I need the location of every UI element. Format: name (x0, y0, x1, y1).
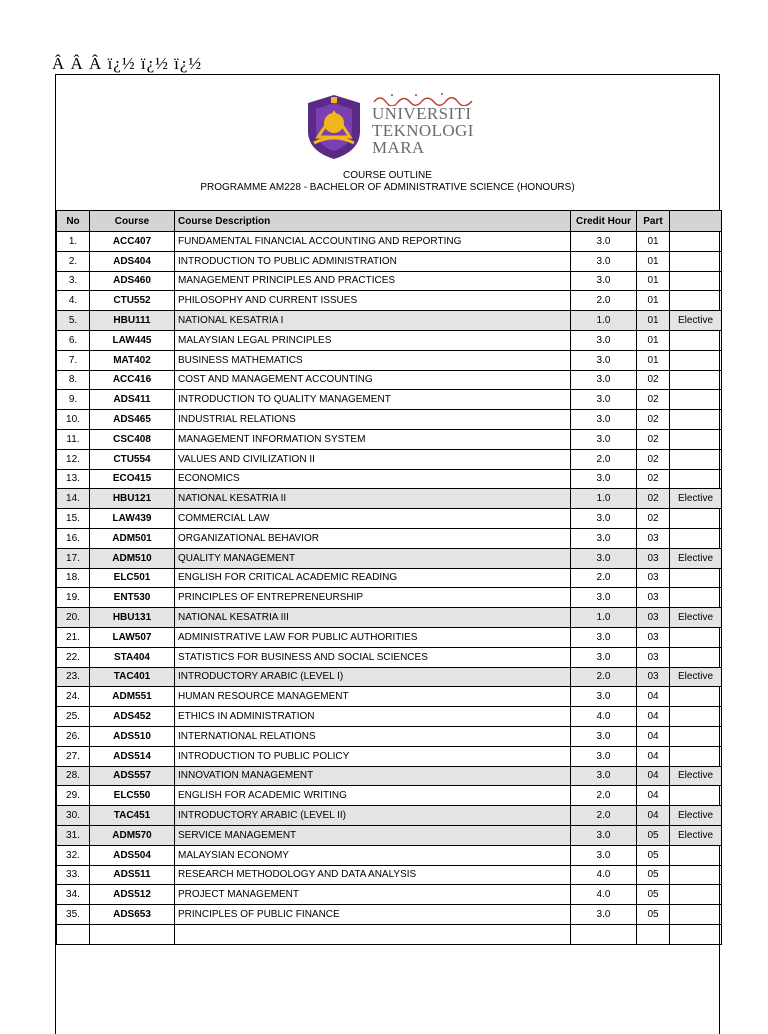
logo-line-3: MARA (372, 138, 425, 157)
credit-hour (571, 924, 637, 944)
credit-hour: 1.0 (571, 489, 637, 509)
course-description: PHILOSOPHY AND CURRENT ISSUES (175, 291, 571, 311)
course-code: ADS557 (90, 766, 175, 786)
course-description: MANAGEMENT INFORMATION SYSTEM (175, 429, 571, 449)
course-description: NATIONAL KESATRIA II (175, 489, 571, 509)
table-row (57, 786, 722, 806)
part: 01 (637, 271, 670, 291)
elective-note (670, 390, 722, 410)
page-title: COURSE OUTLINE (343, 170, 432, 181)
table-row (57, 667, 722, 687)
row-number: 7. (57, 350, 90, 370)
course-description: VALUES AND CIVILIZATION II (175, 449, 571, 469)
part: 04 (637, 786, 670, 806)
row-number: 23. (57, 667, 90, 687)
row-number: 33. (57, 865, 90, 885)
course-description: NATIONAL KESATRIA III (175, 608, 571, 628)
course-description: ORGANIZATIONAL BEHAVIOR (175, 528, 571, 548)
course-description: INDUSTRIAL RELATIONS (175, 410, 571, 430)
course-code: ELC550 (90, 786, 175, 806)
part: 01 (637, 350, 670, 370)
course-code: HBU111 (90, 311, 175, 331)
course-description (175, 924, 571, 944)
course-code: ACC416 (90, 370, 175, 390)
part: 04 (637, 766, 670, 786)
elective-note: Elective (670, 489, 722, 509)
course-description: ETHICS IN ADMINISTRATION (175, 707, 571, 727)
part: 02 (637, 489, 670, 509)
row-number: 25. (57, 707, 90, 727)
elective-note (670, 885, 722, 905)
part: 02 (637, 410, 670, 430)
part: 03 (637, 588, 670, 608)
part: 01 (637, 330, 670, 350)
table-row (57, 825, 722, 845)
course-description: PROJECT MANAGEMENT (175, 885, 571, 905)
table-row (57, 410, 722, 430)
part: 01 (637, 232, 670, 252)
credit-hour: 3.0 (571, 232, 637, 252)
course-code: ADS460 (90, 271, 175, 291)
course-description: INTRODUCTORY ARABIC (LEVEL I) (175, 667, 571, 687)
elective-note (670, 469, 722, 489)
part: 03 (637, 608, 670, 628)
part (637, 924, 670, 944)
course-description: BUSINESS MATHEMATICS (175, 350, 571, 370)
row-number: 8. (57, 370, 90, 390)
part: 03 (637, 528, 670, 548)
credit-hour: 3.0 (571, 746, 637, 766)
row-number: 6. (57, 330, 90, 350)
elective-note (670, 726, 722, 746)
part: 02 (637, 469, 670, 489)
table-row (57, 548, 722, 568)
elective-note (670, 232, 722, 252)
course-description: QUALITY MANAGEMENT (175, 548, 571, 568)
course-code: HBU121 (90, 489, 175, 509)
credit-hour: 3.0 (571, 410, 637, 430)
uitm-logo (304, 91, 476, 163)
table-row (57, 608, 722, 628)
header-description: Course Description (175, 211, 571, 232)
row-number: 13. (57, 469, 90, 489)
row-number: 24. (57, 687, 90, 707)
course-description: RESEARCH METHODOLOGY AND DATA ANALYSIS (175, 865, 571, 885)
course-description: MANAGEMENT PRINCIPLES AND PRACTICES (175, 271, 571, 291)
table-row (57, 370, 722, 390)
elective-note (670, 746, 722, 766)
part: 02 (637, 429, 670, 449)
elective-note: Elective (670, 608, 722, 628)
table-row (57, 350, 722, 370)
course-description: PRINCIPLES OF ENTREPRENEURSHIP (175, 588, 571, 608)
part: 04 (637, 687, 670, 707)
course-description: NATIONAL KESATRIA I (175, 311, 571, 331)
part: 05 (637, 885, 670, 905)
credit-hour: 3.0 (571, 627, 637, 647)
credit-hour: 4.0 (571, 707, 637, 727)
table-row (57, 251, 722, 271)
course-outline-frame (55, 74, 720, 1034)
part: 01 (637, 291, 670, 311)
credit-hour: 3.0 (571, 509, 637, 529)
row-number: 1. (57, 232, 90, 252)
table-row (57, 687, 722, 707)
course-description: MALAYSIAN ECONOMY (175, 845, 571, 865)
credit-hour: 3.0 (571, 390, 637, 410)
elective-note: Elective (670, 548, 722, 568)
part: 05 (637, 865, 670, 885)
table-row (57, 707, 722, 727)
course-description: COST AND MANAGEMENT ACCOUNTING (175, 370, 571, 390)
table-row (57, 429, 722, 449)
elective-note (670, 291, 722, 311)
header-part: Part (637, 211, 670, 232)
row-number: 15. (57, 509, 90, 529)
course-description: INTRODUCTION TO PUBLIC POLICY (175, 746, 571, 766)
row-number: 12. (57, 449, 90, 469)
course-code: HBU131 (90, 608, 175, 628)
row-number (57, 924, 90, 944)
course-description: MALAYSIAN LEGAL PRINCIPLES (175, 330, 571, 350)
course-code: ADS504 (90, 845, 175, 865)
course-description: ECONOMICS (175, 469, 571, 489)
course-description: INTRODUCTION TO QUALITY MANAGEMENT (175, 390, 571, 410)
part: 02 (637, 390, 670, 410)
credit-hour: 3.0 (571, 647, 637, 667)
header-note (670, 211, 722, 232)
part: 03 (637, 647, 670, 667)
course-code (90, 924, 175, 944)
credit-hour: 2.0 (571, 806, 637, 826)
course-code: ADS514 (90, 746, 175, 766)
table-header-row (57, 211, 722, 232)
elective-note (670, 627, 722, 647)
course-code: ADS511 (90, 865, 175, 885)
credit-hour: 2.0 (571, 291, 637, 311)
credit-hour: 3.0 (571, 251, 637, 271)
table-row (57, 311, 722, 331)
elective-note (670, 251, 722, 271)
part: 01 (637, 311, 670, 331)
university-name (372, 105, 474, 156)
part: 03 (637, 627, 670, 647)
course-code: CTU552 (90, 291, 175, 311)
elective-note (670, 845, 722, 865)
elective-note: Elective (670, 311, 722, 331)
row-number: 21. (57, 627, 90, 647)
row-number: 29. (57, 786, 90, 806)
elective-note (670, 568, 722, 588)
elective-note (670, 865, 722, 885)
course-description: INNOVATION MANAGEMENT (175, 766, 571, 786)
credit-hour: 3.0 (571, 845, 637, 865)
course-code: ADS404 (90, 251, 175, 271)
row-number: 14. (57, 489, 90, 509)
credit-hour: 4.0 (571, 865, 637, 885)
course-code: ADM501 (90, 528, 175, 548)
table-row (57, 588, 722, 608)
programme-title: PROGRAMME AM228 - BACHELOR OF ADMINISTRATIVE SCIENCE (HONOURS) (200, 182, 575, 193)
row-number: 17. (57, 548, 90, 568)
row-number: 31. (57, 825, 90, 845)
course-code: TAC451 (90, 806, 175, 826)
row-number: 16. (57, 528, 90, 548)
table-row (57, 746, 722, 766)
row-number: 34. (57, 885, 90, 905)
row-number: 30. (57, 806, 90, 826)
elective-note (670, 588, 722, 608)
elective-note (670, 786, 722, 806)
part: 01 (637, 251, 670, 271)
part: 05 (637, 905, 670, 925)
part: 05 (637, 845, 670, 865)
part: 04 (637, 746, 670, 766)
credit-hour: 4.0 (571, 885, 637, 905)
course-code: ADS411 (90, 390, 175, 410)
table-row (57, 865, 722, 885)
credit-hour: 3.0 (571, 528, 637, 548)
table-row (57, 390, 722, 410)
elective-note (670, 905, 722, 925)
course-code: ADS510 (90, 726, 175, 746)
row-number: 2. (57, 251, 90, 271)
course-code: LAW439 (90, 509, 175, 529)
course-description: FUNDAMENTAL FINANCIAL ACCOUNTING AND REPORTING (175, 232, 571, 252)
course-code: ADS452 (90, 707, 175, 727)
course-code: MAT402 (90, 350, 175, 370)
part: 04 (637, 707, 670, 727)
elective-note (670, 687, 722, 707)
course-table (56, 210, 722, 945)
header-no: No (57, 211, 90, 232)
row-number: 26. (57, 726, 90, 746)
elective-note (670, 647, 722, 667)
course-description: INTRODUCTORY ARABIC (LEVEL II) (175, 806, 571, 826)
course-description: INTERNATIONAL RELATIONS (175, 726, 571, 746)
credit-hour: 3.0 (571, 350, 637, 370)
row-number: 5. (57, 311, 90, 331)
elective-note (670, 410, 722, 430)
course-code: ADS465 (90, 410, 175, 430)
row-number: 9. (57, 390, 90, 410)
header-credit-hour: Credit Hour (571, 211, 637, 232)
table-row (57, 489, 722, 509)
row-number: 4. (57, 291, 90, 311)
course-code: LAW507 (90, 627, 175, 647)
credit-hour: 3.0 (571, 469, 637, 489)
table-row (57, 568, 722, 588)
course-code: STA404 (90, 647, 175, 667)
course-description: STATISTICS FOR BUSINESS AND SOCIAL SCIENCES (175, 647, 571, 667)
course-code: TAC401 (90, 667, 175, 687)
elective-note (670, 528, 722, 548)
document-header (56, 75, 719, 211)
header-course: Course (90, 211, 175, 232)
part: 04 (637, 806, 670, 826)
elective-note (670, 429, 722, 449)
row-number: 19. (57, 588, 90, 608)
elective-note (670, 350, 722, 370)
credit-hour: 3.0 (571, 370, 637, 390)
credit-hour: 3.0 (571, 766, 637, 786)
part: 05 (637, 825, 670, 845)
elective-note: Elective (670, 766, 722, 786)
row-number: 11. (57, 429, 90, 449)
credit-hour: 3.0 (571, 429, 637, 449)
row-number: 18. (57, 568, 90, 588)
course-description: PRINCIPLES OF PUBLIC FINANCE (175, 905, 571, 925)
part: 02 (637, 509, 670, 529)
course-description: ADMINISTRATIVE LAW FOR PUBLIC AUTHORITIES (175, 627, 571, 647)
part: 04 (637, 726, 670, 746)
row-number: 27. (57, 746, 90, 766)
table-row (57, 647, 722, 667)
credit-hour: 2.0 (571, 449, 637, 469)
credit-hour: 3.0 (571, 548, 637, 568)
table-row (57, 232, 722, 252)
table-row (57, 885, 722, 905)
table-row (57, 271, 722, 291)
course-code: ADM510 (90, 548, 175, 568)
row-number: 28. (57, 766, 90, 786)
course-code: CSC408 (90, 429, 175, 449)
elective-note (670, 509, 722, 529)
part: 02 (637, 449, 670, 469)
row-number: 20. (57, 608, 90, 628)
table-row (57, 845, 722, 865)
course-description: ENGLISH FOR CRITICAL ACADEMIC READING (175, 568, 571, 588)
elective-note (670, 924, 722, 944)
table-row (57, 291, 722, 311)
table-row (57, 905, 722, 925)
course-code: ADS653 (90, 905, 175, 925)
elective-note (670, 330, 722, 350)
course-code: ADM570 (90, 825, 175, 845)
credit-hour: 2.0 (571, 786, 637, 806)
row-number: 10. (57, 410, 90, 430)
credit-hour: 3.0 (571, 588, 637, 608)
credit-hour: 1.0 (571, 311, 637, 331)
credit-hour: 3.0 (571, 825, 637, 845)
course-code: CTU554 (90, 449, 175, 469)
credit-hour: 3.0 (571, 271, 637, 291)
credit-hour: 2.0 (571, 667, 637, 687)
course-code: ENT530 (90, 588, 175, 608)
course-code: ADS512 (90, 885, 175, 905)
course-code: ELC501 (90, 568, 175, 588)
row-number: 22. (57, 647, 90, 667)
row-number: 35. (57, 905, 90, 925)
credit-hour: 3.0 (571, 905, 637, 925)
table-row (57, 766, 722, 786)
logo-line-2: TEKNOLOGI (372, 121, 474, 140)
course-code: ECO415 (90, 469, 175, 489)
course-code: LAW445 (90, 330, 175, 350)
elective-note (670, 449, 722, 469)
credit-hour: 3.0 (571, 726, 637, 746)
credit-hour: 3.0 (571, 687, 637, 707)
table-row (57, 806, 722, 826)
part: 02 (637, 370, 670, 390)
elective-note (670, 271, 722, 291)
table-row (57, 627, 722, 647)
table-row (57, 924, 722, 944)
table-row (57, 528, 722, 548)
credit-hour: 3.0 (571, 330, 637, 350)
elective-note (670, 370, 722, 390)
part: 03 (637, 568, 670, 588)
elective-note: Elective (670, 806, 722, 826)
course-description: COMMERCIAL LAW (175, 509, 571, 529)
part: 03 (637, 548, 670, 568)
course-code: ACC407 (90, 232, 175, 252)
credit-hour: 2.0 (571, 568, 637, 588)
row-number: 3. (57, 271, 90, 291)
course-description: SERVICE MANAGEMENT (175, 825, 571, 845)
garbled-header-text: Â Â Â ï¿½ ï¿½ ï¿½ (52, 54, 203, 73)
table-row (57, 449, 722, 469)
row-number: 32. (57, 845, 90, 865)
credit-hour: 1.0 (571, 608, 637, 628)
course-description: INTRODUCTION TO PUBLIC ADMINISTRATION (175, 251, 571, 271)
course-description: ENGLISH FOR ACADEMIC WRITING (175, 786, 571, 806)
course-code: ADM551 (90, 687, 175, 707)
table-row (57, 509, 722, 529)
table-row (57, 726, 722, 746)
elective-note: Elective (670, 825, 722, 845)
elective-note (670, 707, 722, 727)
table-row (57, 469, 722, 489)
table-row (57, 330, 722, 350)
part: 03 (637, 667, 670, 687)
logo-line-1: UNIVERSITI (372, 104, 472, 123)
uitm-crest-icon (304, 93, 364, 161)
course-description: HUMAN RESOURCE MANAGEMENT (175, 687, 571, 707)
elective-note: Elective (670, 667, 722, 687)
